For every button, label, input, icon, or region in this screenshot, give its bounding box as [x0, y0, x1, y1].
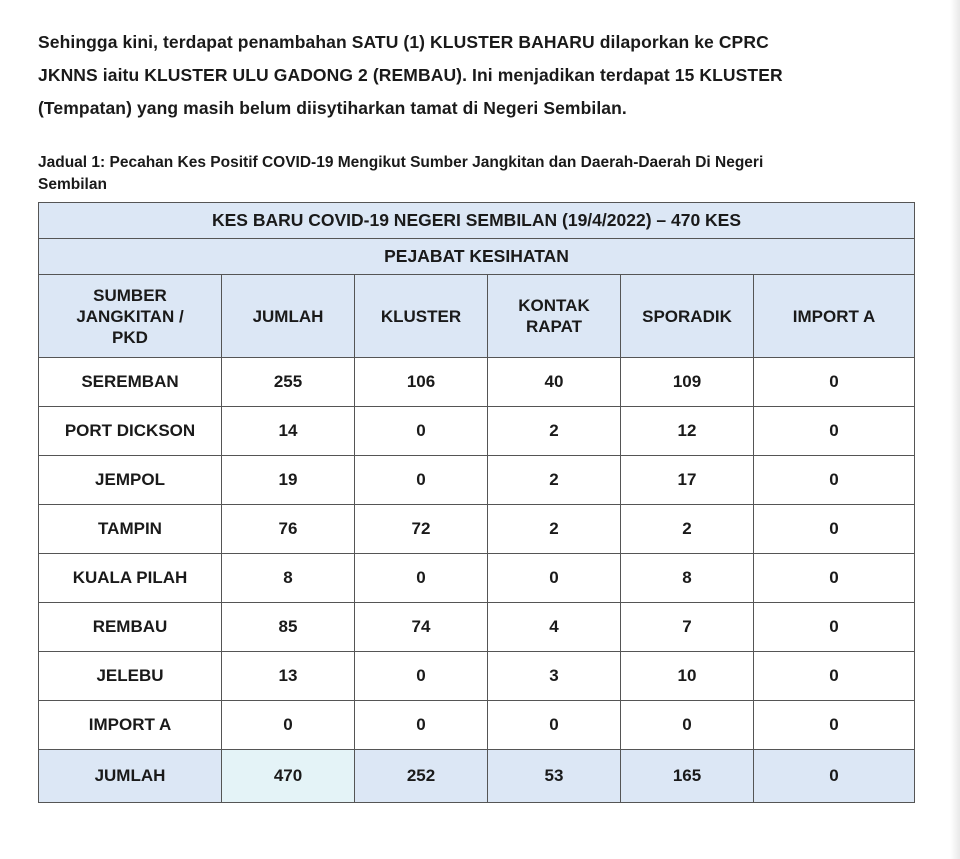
header-jumlah: JUMLAH	[222, 275, 355, 358]
cell-kluster: 0	[355, 456, 488, 505]
cell-sporadik: 7	[621, 603, 754, 652]
cell-pkd: TAMPIN	[39, 505, 222, 554]
cell-pkd: PORT DICKSON	[39, 407, 222, 456]
cell-jumlah: 76	[222, 505, 355, 554]
cell-jumlah: 14	[222, 407, 355, 456]
cell-kontak-rapat: 2	[488, 505, 621, 554]
cell-kontak-rapat: 3	[488, 652, 621, 701]
intro-paragraph	[38, 26, 918, 125]
total-label: JUMLAH	[39, 750, 222, 803]
table-row	[39, 505, 915, 554]
covid-cases-table	[38, 202, 915, 803]
column-header-row	[39, 275, 915, 358]
table-row	[39, 407, 915, 456]
cell-import-a: 0	[754, 554, 915, 603]
table-caption	[38, 152, 918, 196]
total-import-a: 0	[754, 750, 915, 803]
header-source-pkd	[39, 275, 222, 358]
cell-kontak-rapat: 0	[488, 701, 621, 750]
cell-sporadik: 2	[621, 505, 754, 554]
table-subtitle: PEJABAT KESIHATAN	[39, 239, 915, 275]
cell-jumlah: 13	[222, 652, 355, 701]
cell-pkd: SEREMBAN	[39, 358, 222, 407]
header-source-line: PKD	[112, 327, 148, 347]
header-kontak-line: RAPAT	[525, 317, 583, 336]
cell-import-a: 0	[754, 603, 915, 652]
table-row	[39, 554, 915, 603]
cell-jumlah: 85	[222, 603, 355, 652]
cell-kluster: 0	[355, 701, 488, 750]
table-row	[39, 652, 915, 701]
caption-line: Jadual 1: Pecahan Kes Positif COVID-19 Mengikut Sumber Jangkitan dan Daerah-Daerah Di Negeri	[38, 154, 764, 171]
cell-sporadik: 10	[621, 652, 754, 701]
header-kontak-rapat	[488, 275, 621, 358]
cell-jumlah: 255	[222, 358, 355, 407]
intro-line: JKNNS iaitu KLUSTER ULU GADONG 2 (REMBAU). Ini menjadikan terdapat 15 KLUSTER	[38, 65, 783, 85]
intro-line: (Tempatan) yang masih belum diisytiharkan tamat di Negeri Sembilan.	[38, 98, 627, 118]
caption-line: Sembilan	[38, 176, 107, 193]
table-row	[39, 603, 915, 652]
table-body	[39, 203, 915, 803]
cell-sporadik: 0	[621, 701, 754, 750]
cell-kontak-rapat: 4	[488, 603, 621, 652]
cell-kontak-rapat: 0	[488, 554, 621, 603]
cell-pkd: KUALA PILAH	[39, 554, 222, 603]
cell-import-a: 0	[754, 407, 915, 456]
header-sporadik: SPORADIK	[621, 275, 754, 358]
cell-pkd: REMBAU	[39, 603, 222, 652]
total-row	[39, 750, 915, 803]
table-row	[39, 701, 915, 750]
cell-kluster: 72	[355, 505, 488, 554]
cell-kluster: 106	[355, 358, 488, 407]
cell-import-a: 0	[754, 456, 915, 505]
table-subtitle-row	[39, 239, 915, 275]
cell-import-a: 0	[754, 701, 915, 750]
cell-kontak-rapat: 40	[488, 358, 621, 407]
cell-sporadik: 109	[621, 358, 754, 407]
table-title-row	[39, 203, 915, 239]
cell-sporadik: 8	[621, 554, 754, 603]
cell-jumlah: 0	[222, 701, 355, 750]
cell-kluster: 0	[355, 652, 488, 701]
cell-sporadik: 12	[621, 407, 754, 456]
intro-line: Sehingga kini, terdapat penambahan SATU (1) KLUSTER BAHARU dilaporkan ke CPRC	[38, 32, 769, 52]
cell-kontak-rapat: 2	[488, 456, 621, 505]
header-import-a: IMPORT A	[754, 275, 915, 358]
cell-pkd: JELEBU	[39, 652, 222, 701]
header-kontak-line: KONTAK	[518, 296, 590, 315]
total-kontak-rapat: 53	[488, 750, 621, 803]
cell-import-a: 0	[754, 652, 915, 701]
total-kluster: 252	[355, 750, 488, 803]
cell-import-a: 0	[754, 358, 915, 407]
cell-kontak-rapat: 2	[488, 407, 621, 456]
table-title: KES BARU COVID-19 NEGERI SEMBILAN (19/4/2022) – 470 KES	[39, 203, 915, 239]
total-jumlah: 470	[222, 750, 355, 803]
table-row	[39, 456, 915, 505]
total-sporadik: 165	[621, 750, 754, 803]
cell-kluster: 0	[355, 407, 488, 456]
cell-pkd: IMPORT A	[39, 701, 222, 750]
page-edge-shadow	[950, 0, 960, 859]
cell-import-a: 0	[754, 505, 915, 554]
header-source-line: JANGKITAN /	[76, 306, 184, 326]
table-row	[39, 358, 915, 407]
cell-jumlah: 19	[222, 456, 355, 505]
header-source-line: SUMBER	[93, 285, 167, 305]
cell-pkd: JEMPOL	[39, 456, 222, 505]
cell-sporadik: 17	[621, 456, 754, 505]
cell-kluster: 74	[355, 603, 488, 652]
cell-kluster: 0	[355, 554, 488, 603]
cell-jumlah: 8	[222, 554, 355, 603]
header-kluster: KLUSTER	[355, 275, 488, 358]
